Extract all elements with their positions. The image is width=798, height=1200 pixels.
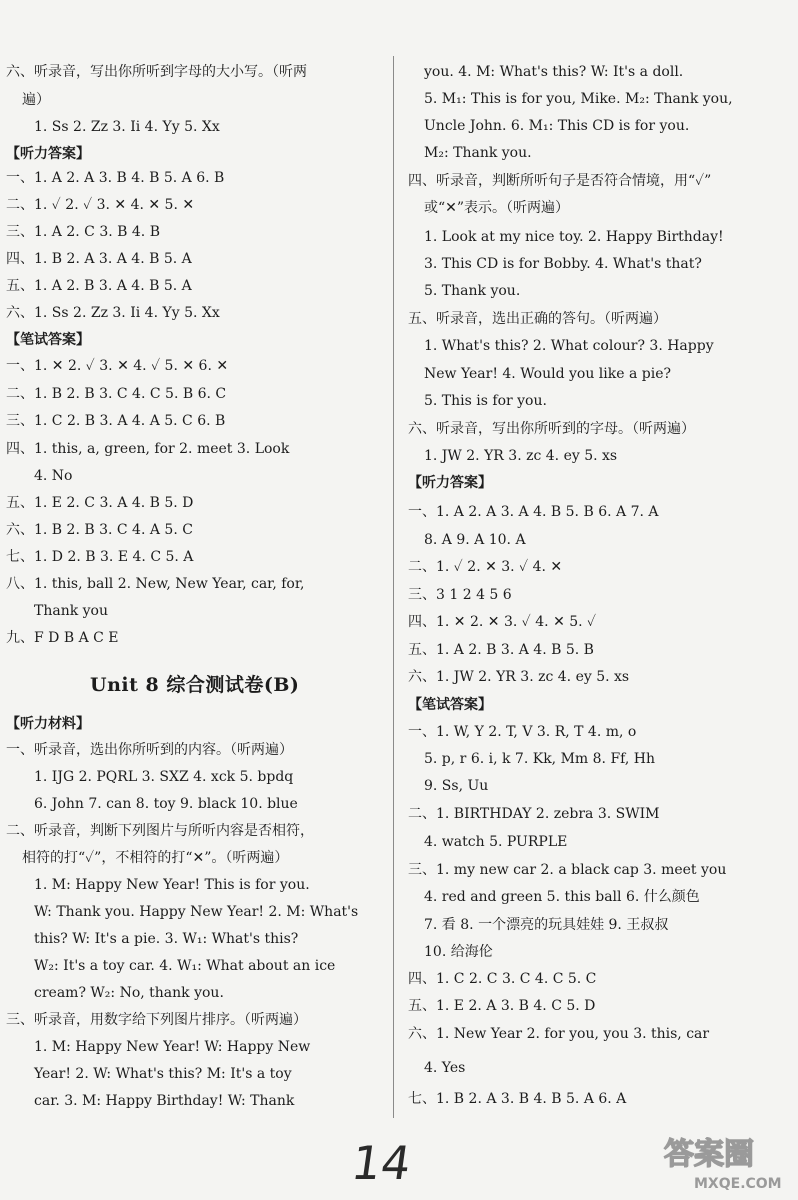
text-line: 五、听录音，选出正确的答句。（听两遍） <box>408 311 667 327</box>
text-line: 1. What's this? 2. What colour? 3. Happy <box>424 338 714 354</box>
text-line: cream? W₂: No, thank you. <box>34 985 224 1001</box>
text-line: 六、1. Ss 2. Zz 3. Ii 4. Yy 5. Xx <box>6 305 220 321</box>
text-line: 三、1. my new car 2. a black cap 3. meet you <box>408 862 727 878</box>
text-line: 二、1. B 2. B 3. C 4. C 5. B 6. C <box>6 386 227 402</box>
text-line: 3. This CD is for Bobby. 4. What's that? <box>424 256 702 272</box>
text-line: 四、1. B 2. A 3. A 4. B 5. A <box>6 251 192 267</box>
text-line: Year! 2. W: What's this? M: It's a toy <box>34 1066 292 1082</box>
text-line: 五、1. E 2. A 3. B 4. C 5. D <box>408 998 596 1014</box>
text-line: 1. M: Happy New Year! This is for you. <box>34 877 310 893</box>
text-line: 三、1. C 2. B 3. A 4. A 5. C 6. B <box>6 413 226 429</box>
text-line: 5. Thank you. <box>424 283 521 299</box>
text-line: 5. p, r 6. i, k 7. Kk, Mm 8. Ff, Hh <box>424 751 655 767</box>
column-divider <box>393 56 394 1118</box>
text-line: M₂: Thank you. <box>424 145 532 161</box>
text-line: W₂: It's a toy car. 4. W₁: What about an ice <box>34 958 336 974</box>
watermark-url: MXQE.COM <box>694 1176 782 1192</box>
text-line: 五、1. A 2. B 3. A 4. B 5. B <box>408 642 594 658</box>
text-line: 1. JW 2. YR 3. zc 4. ey 5. xs <box>424 448 618 464</box>
text-line: 9. Ss, Uu <box>424 778 489 794</box>
text-line: 三、1. A 2. C 3. B 4. B <box>6 224 160 240</box>
text-line: 二、1. BIRTHDAY 2. zebra 3. SWIM <box>408 806 660 822</box>
text-line: 六、听录音，写出你所听到的字母。（听两遍） <box>408 421 695 437</box>
text-line: 七、1. D 2. B 3. E 4. C 5. A <box>6 549 194 565</box>
text-line: 二、听录音，判断下列图片与所听内容是否相符， <box>6 823 314 839</box>
section-header: 【笔试答案】 <box>6 332 90 348</box>
text-line: 遍） <box>22 92 50 108</box>
text-line: 10. 给海伦 <box>424 944 493 960</box>
text-line: 4. watch 5. PURPLE <box>424 834 568 850</box>
text-line: 六、听录音，写出你所听到字母的大小写。（听两 <box>6 64 307 80</box>
text-line: 一、听录音，选出你所听到的内容。（听两遍） <box>6 742 293 758</box>
text-line: 4. No <box>34 468 73 484</box>
handwritten-page-mark: 14 <box>348 1136 415 1190</box>
text-line: 一、1. A 2. A 3. A 4. B 5. B 6. A 7. A <box>408 504 659 520</box>
section-header: 【听力材料】 <box>6 716 90 732</box>
text-line: 6. John 7. can 8. toy 9. black 10. blue <box>34 796 298 812</box>
text-line: 七、1. B 2. A 3. B 4. B 5. A 6. A <box>408 1091 627 1107</box>
text-line: 相符的打“✓”，不相符的打“✕”。（听两遍） <box>22 850 289 866</box>
text-line: 四、1. ✕ 2. ✕ 3. ✓ 4. ✕ 5. ✓ <box>408 614 597 630</box>
text-line: Uncle John. 6. M₁: This CD is for you. <box>424 118 690 134</box>
section-title: Unit 8 综合测试卷(B) <box>90 674 300 696</box>
text-line: 一、1. ✕ 2. ✓ 3. ✕ 4. ✓ 5. ✕ 6. ✕ <box>6 358 229 374</box>
text-line: 六、1. New Year 2. for you, you 3. this, car <box>408 1026 710 1042</box>
text-line: 一、1. W, Y 2. T, V 3. R, T 4. m, o <box>408 724 637 740</box>
text-line: you. 4. M: What's this? W: It's a doll. <box>424 64 684 80</box>
section-header: 【听力答案】 <box>408 475 492 491</box>
section-header: 【笔试答案】 <box>408 697 492 713</box>
text-line: 二、1. ✓ 2. ✕ 3. ✓ 4. ✕ <box>408 559 563 575</box>
text-line: 六、1. JW 2. YR 3. zc 4. ey 5. xs <box>408 669 630 685</box>
text-line: 1. Look at my nice toy. 2. Happy Birthday! <box>424 229 724 245</box>
text-line: 5. M₁: This is for you, Mike. M₂: Thank you, <box>424 91 733 107</box>
text-line: 4. Yes <box>424 1060 466 1076</box>
text-line: 二、1. ✓ 2. ✓ 3. ✕ 4. ✕ 5. ✕ <box>6 197 195 213</box>
text-line: 1. Ss 2. Zz 3. Ii 4. Yy 5. Xx <box>34 119 220 135</box>
text-line: this? W: It's a pie. 3. W₁: What's this? <box>34 931 299 947</box>
text-line: 7. 看 8. 一个漂亮的玩具娃娃 9. 王叔叔 <box>424 917 669 933</box>
watermark-title: 答案圈 <box>664 1137 754 1172</box>
text-line: New Year! 4. Would you like a pie? <box>424 366 671 382</box>
text-line: 九、F D B A C E <box>6 630 119 646</box>
text-line: 1. IJG 2. PQRL 3. SXZ 4. xck 5. bpdq <box>34 769 294 785</box>
text-line: 5. This is for you. <box>424 393 547 409</box>
text-line: 八、1. this, ball 2. New, New Year, car, for, <box>6 576 305 592</box>
text-line: 四、听录音，判断所听句子是否符合情境，用“✓” <box>408 173 712 189</box>
section-header: 【听力答案】 <box>6 146 90 162</box>
text-line: 六、1. B 2. B 3. C 4. A 5. C <box>6 522 193 538</box>
text-line: W: Thank you. Happy New Year! 2. M: What's <box>34 904 359 920</box>
text-line: 四、1. C 2. C 3. C 4. C 5. C <box>408 971 597 987</box>
text-line: 三、3 1 2 4 5 6 <box>408 587 512 603</box>
text-line: 五、1. A 2. B 3. A 4. B 5. A <box>6 278 192 294</box>
text-line: 三、听录音，用数字给下列图片排序。（听两遍） <box>6 1012 307 1028</box>
text-line: car. 3. M: Happy Birthday! W: Thank <box>34 1093 295 1109</box>
text-line: 一、1. A 2. A 3. B 4. B 5. A 6. B <box>6 170 225 186</box>
text-line: 4. red and green 5. this ball 6. 什么颜色 <box>424 889 700 905</box>
watermark-logo <box>660 1132 790 1194</box>
text-line: Thank you <box>34 603 109 619</box>
text-line: 四、1. this, a, green, for 2. meet 3. Look <box>6 441 290 457</box>
text-line: 8. A 9. A 10. A <box>424 532 526 548</box>
text-line: 1. M: Happy New Year! W: Happy New <box>34 1039 311 1055</box>
text-line: 五、1. E 2. C 3. A 4. B 5. D <box>6 495 194 511</box>
text-line: 或“✕”表示。（听两遍） <box>424 200 570 216</box>
